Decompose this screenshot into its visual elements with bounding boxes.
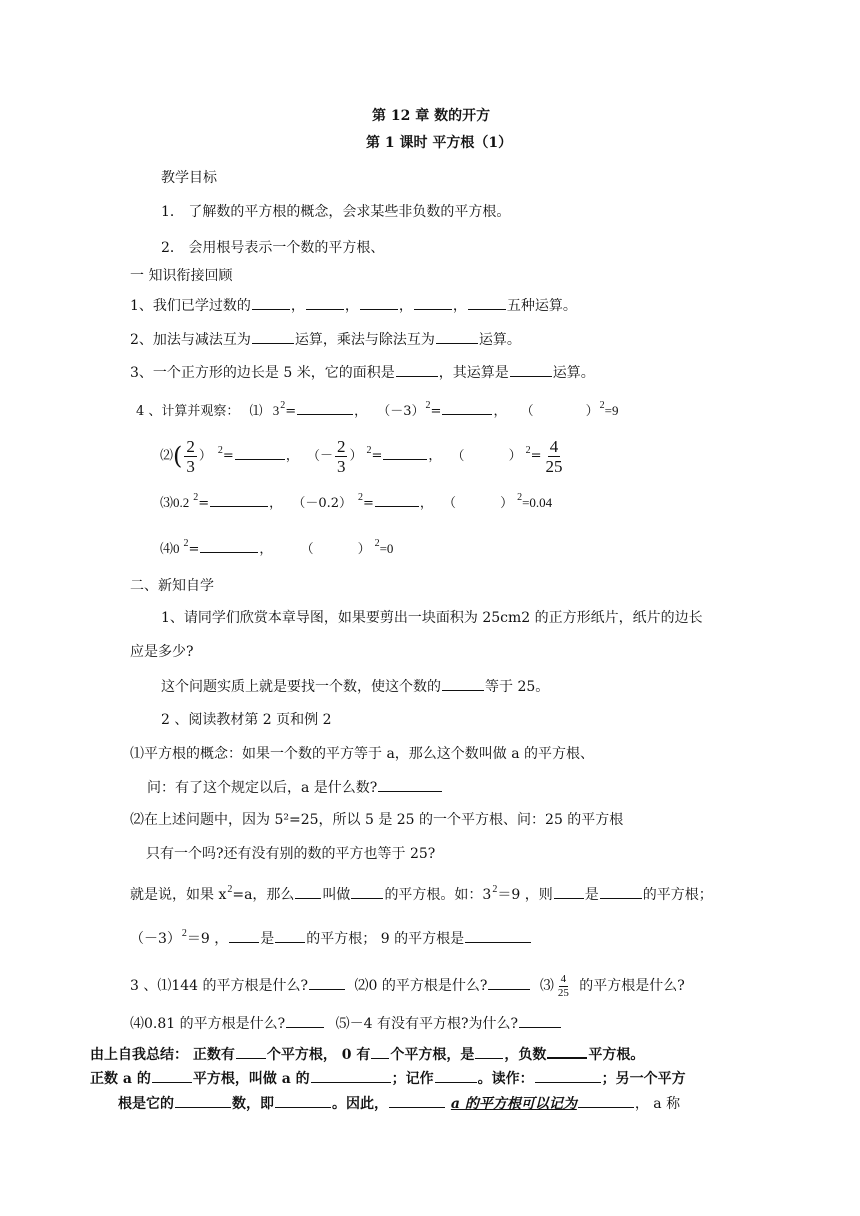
exponent: 2 [374, 538, 380, 549]
summary-line-2: 正数 a 的 平方根，叫做 a 的 ；记作 。读作： ；另一个平方 [90, 1068, 686, 1089]
exponent: 2 [217, 444, 223, 456]
para-7: 只有一个吗?还有没有别的数的平方也等于 25? [146, 846, 436, 862]
para-5: 问：有了这个规定以后，a 是什么数? [147, 777, 443, 798]
exponent: 2 [525, 444, 531, 456]
blank [235, 445, 285, 460]
blank [519, 1013, 561, 1028]
q2-suffix: 运算。 [478, 332, 521, 348]
question-2 [130, 329, 521, 350]
exponent: 2 [366, 444, 372, 456]
blank [311, 1068, 391, 1083]
blank [442, 400, 492, 415]
blank [275, 1093, 331, 1108]
lesson-title: 第 1 课时 平方根（1） [366, 135, 513, 151]
blank [510, 362, 552, 377]
result: =9 [604, 403, 619, 418]
question-3 [130, 362, 595, 383]
fraction: $\frac{2}{3}$ [186, 436, 195, 476]
summary-line-3: 根是它的 数，即 。因此， a 的平方根可以记为 ， a 称 [118, 1093, 680, 1114]
q1-prefix: 1、我们已学过数的 [130, 298, 251, 314]
blank [383, 445, 427, 460]
blank [295, 884, 321, 899]
blank [252, 329, 294, 344]
row-label: ⑵ [160, 448, 174, 464]
blank [547, 1043, 587, 1059]
blank [152, 1068, 192, 1083]
blank [600, 884, 642, 899]
blank [175, 1093, 231, 1108]
summary-line-1: 由上自我总结： 正数有 个平方根， 0 有 个平方根，是 ，负数 平方根。 [90, 1043, 644, 1065]
blank [351, 884, 383, 899]
fraction: $\frac{4}{25}$ [557, 972, 569, 999]
blank [468, 295, 506, 310]
exponent: 2 [517, 492, 523, 503]
para-11: ⑷0.81 的平方根是什么? ⑸－4 有没有平方根?为什么? [130, 1013, 562, 1034]
blank [442, 676, 484, 691]
exponent: 2 [280, 400, 286, 411]
blank [475, 1044, 503, 1059]
base: 3 [272, 403, 280, 418]
goals-heading: 教学目标 [161, 170, 217, 186]
question-4-row-1: 4 、计算并观察： ⑴ $3^2=$ ， $(-3)^2=$ ， （ ）$^2$=9 [136, 400, 619, 419]
exponent: 2 [193, 492, 199, 503]
blank [554, 884, 584, 899]
q4-prefix: 4 、计算并观察： [136, 404, 240, 419]
base: （－0.2） [292, 496, 352, 511]
blank [200, 538, 258, 553]
exponent: 2 [425, 400, 431, 411]
blank [414, 295, 452, 310]
para-2: 这个问题实质上就是要找一个数，使这个数的 等于 25。 [161, 676, 549, 697]
exponent: 2 [599, 400, 605, 411]
q1-suffix: 五种运算。 [506, 298, 577, 314]
question-4-row-2: ⑵( $\frac{2}{3}$ ） $^2$= ， （－ $\frac{2}{3}$ ） $^2$= ， （ ） $^2$= $\frac{4}{25}$ [160, 436, 563, 476]
question-4-row-3: ⑶0.2 $^2$= ， （－0.2） $^2$= ， （ ） $^2$=0.04 [160, 492, 553, 511]
italic-phrase: a 的平方根可以记为 [450, 1096, 577, 1112]
q3-mid: ，其运算是 [438, 365, 509, 381]
q3-suffix: 运算。 [552, 365, 595, 381]
row-label: ⑴ [249, 404, 263, 419]
goal-item-2: 2． 会用根号表示一个数的平方根、 [161, 240, 385, 256]
result: =0.04 [522, 495, 553, 510]
chapter-title: 第 12 章 数的开方 [372, 108, 491, 124]
base: （－3） [377, 404, 425, 419]
q3-prefix: 3、一个正方形的边长是 5 米，它的面积是 [130, 365, 395, 381]
blank [252, 295, 290, 310]
blank [236, 1044, 266, 1059]
blank [436, 329, 478, 344]
blank [488, 975, 530, 990]
section2-heading: 二、新知自学 [130, 578, 214, 594]
section1-heading: 一 知识衔接回顾 [130, 268, 233, 284]
blank [378, 777, 442, 792]
para-10: 3 、⑴144 的平方根是什么? ⑵0 的平方根是什么? ⑶ $\frac{4}{25}$ 的平方根是什么? [130, 972, 685, 999]
exponent: 2 [183, 538, 189, 549]
blank [375, 492, 419, 507]
blank [578, 1093, 634, 1108]
blank [389, 1093, 445, 1108]
base: 0.2 [173, 495, 190, 510]
exponent: 2 [358, 492, 363, 503]
blank [229, 928, 259, 943]
blank [210, 492, 268, 507]
row-label: ⑷ [160, 542, 174, 557]
result: =0 [379, 541, 394, 556]
blank [309, 975, 345, 990]
base: 0 [173, 541, 180, 556]
blank [286, 1013, 324, 1028]
para-6: ⑵在上述问题中，因为 5²=25，所以 5 是 25 的一个平方根、问：25 的平方根 [130, 812, 624, 828]
goal-item-1: 1． 了解数的平方根的概念，会求某些非负数的平方根。 [161, 204, 511, 220]
q2-mid: 运算，乘法与除法互为 [294, 332, 435, 348]
para-4: ⑴平方根的概念：如果一个数的平方等于 a，那么这个数叫做 a 的平方根、 [130, 746, 595, 762]
question-4-row-4: ⑷0 $^2$= ， （ ） $^2$=0 [160, 538, 394, 557]
para-1-line-1: 1、请同学们欣赏本章导图，如果要剪出一块面积为 25cm2 的正方形纸片，纸片的边长 [161, 610, 703, 626]
blank [396, 362, 438, 377]
para-3: 2 、阅读教材第 2 页和例 2 [161, 712, 332, 728]
blank [535, 1068, 601, 1083]
blank [360, 295, 398, 310]
fraction: $\frac{2}{3}$ [336, 436, 346, 476]
blank [371, 1044, 389, 1059]
blank [297, 400, 353, 415]
blank [275, 928, 305, 943]
blank [435, 1068, 477, 1083]
blank [306, 295, 344, 310]
row-label: ⑶ [160, 496, 174, 511]
question-1: 1、我们已学过数的 ， ， ， ， 五种运算。 [130, 295, 577, 316]
fraction: $\frac{4}{25}$ [545, 436, 563, 476]
para-8: 就是说，如果 $x^2=a$，那么 叫做 的平方根。如：$3^2=9$ ，则 是 的平方根； [130, 884, 713, 903]
para-9: $(-3)^2=9$ ， 是 的平方根； 9 的平方根是 [130, 928, 532, 951]
q2-prefix: 2、加法与减法互为 [130, 332, 251, 348]
para-1-line-2: 应是多少? [130, 644, 194, 660]
blank [465, 928, 531, 943]
